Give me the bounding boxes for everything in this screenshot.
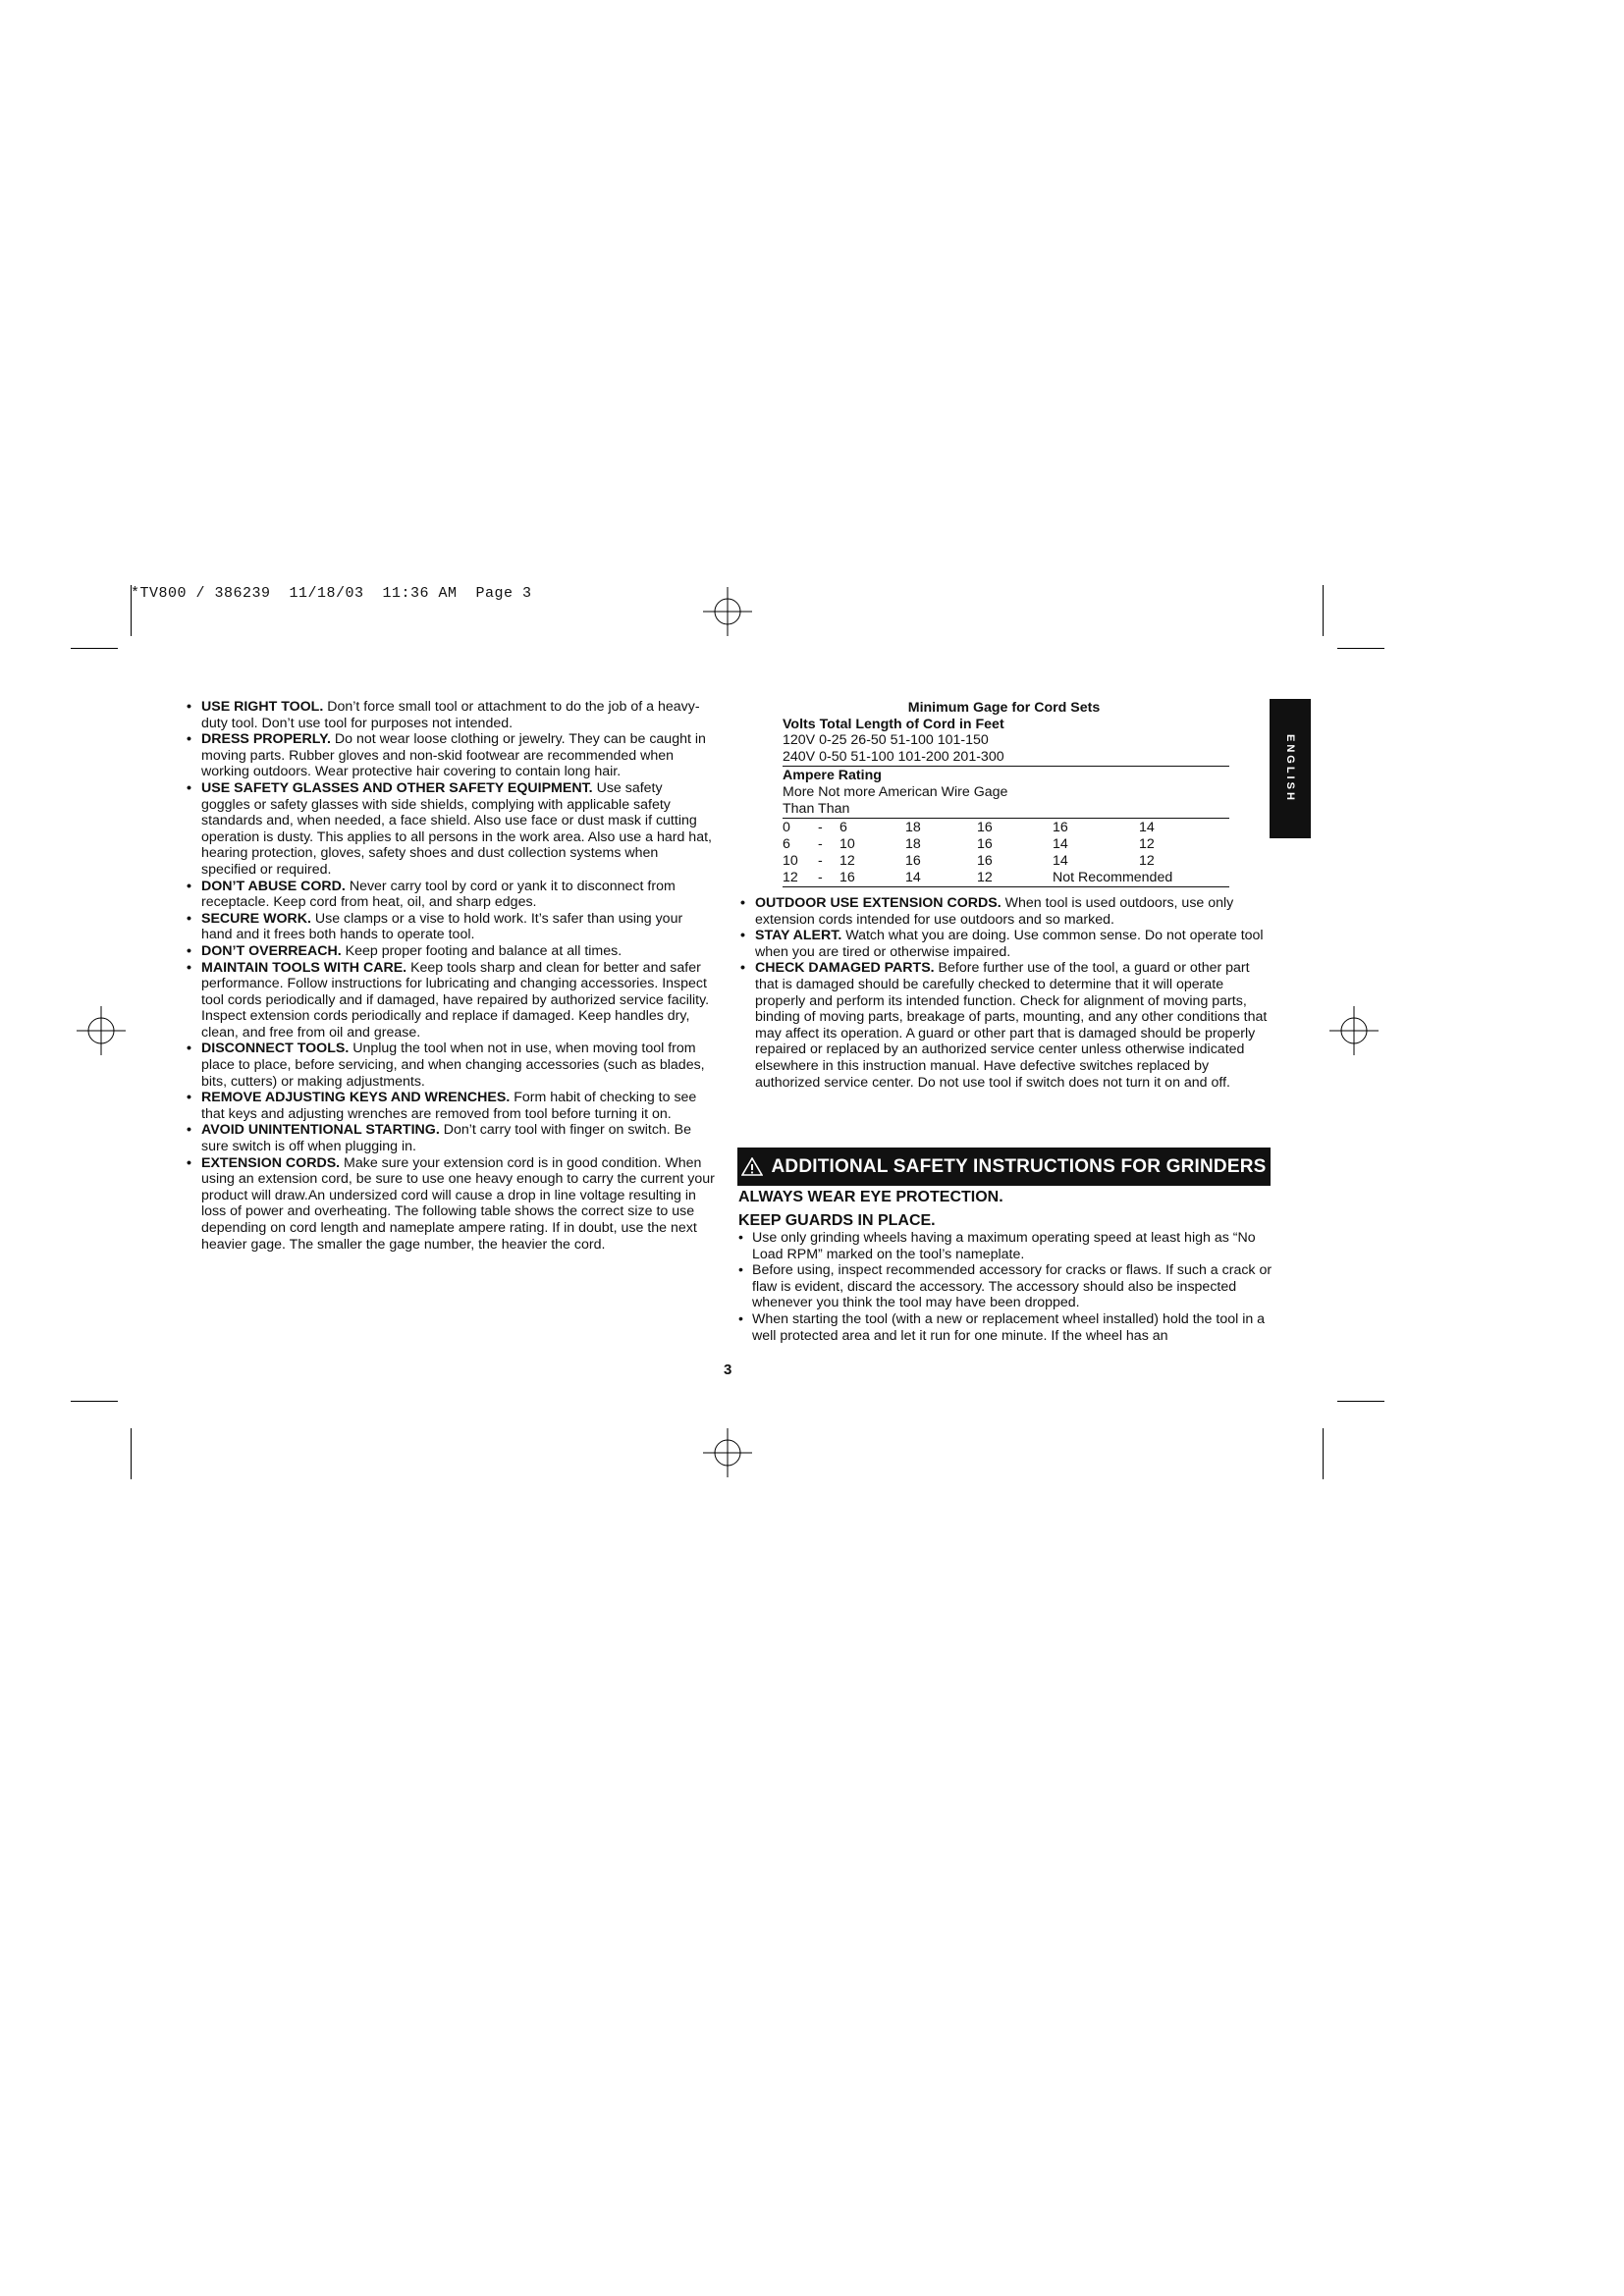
- registration-mark-top: [703, 587, 752, 636]
- safety-rule-item: [185, 1155, 715, 1254]
- safety-rule-text: Use safety goggles or safety glasses with side shields, complying with applicable safety standards and, when needed, a face shield. Also use face or dust mask if cutting operation is dusty. This applies to all persons in the work area. Also use a hard hat, hearing protection, gloves, safety shoes and dust collection systems when specified or required.: [201, 779, 712, 878]
- table-cell: 16: [977, 836, 993, 852]
- grinder-bullets: [738, 1230, 1273, 1344]
- table-cell: 12: [1139, 853, 1155, 869]
- safety-rule-text: Don’t carry tool with finger on switch. Be sure switch is off when plugging in.: [201, 1122, 692, 1155]
- safety-rule-text: Before further use of the tool, a guard or other part that is damaged should be carefully checked to determine that it will operate properly and perform its intended function. Check for alignment of moving parts, binding of moving parts, breakage of parts, mounting, and any other conditions that may affect its operation. A guard or other part that is damaged should be properly repaired or replaced by an authorized service center unless otherwise indicated elsewhere in this instruction manual. Have defective switches replaced by authorized service center. Do not use tool if switch does not turn it on and off.: [755, 960, 1268, 1091]
- table-cell: -: [818, 853, 823, 869]
- safety-rule-label: REMOVE ADJUSTING KEYS AND WRENCHES.: [201, 1090, 511, 1106]
- left-column: [185, 699, 715, 1253]
- safety-rule-text: Don’t force small tool or attachment to do the job of a heavy-duty tool. Don’t use tool for purposes not intended.: [201, 699, 700, 731]
- registration-mark-left: [77, 1006, 126, 1055]
- table-title: Minimum Gage for Cord Sets: [907, 700, 1101, 716]
- table-divider: [783, 818, 1229, 819]
- table-divider: [783, 766, 1229, 767]
- right-column: [738, 895, 1273, 1091]
- crop-mark-right-bottom: [1323, 1428, 1324, 1479]
- safety-rule-label: DISCONNECT TOOLS.: [201, 1041, 350, 1057]
- table-header-volts: Volts Total Length of Cord in Feet: [783, 717, 1004, 732]
- safety-rule-item: [185, 960, 715, 1041]
- language-tab-label: ENGLISH: [1284, 734, 1296, 803]
- table-cell: 10: [783, 853, 798, 869]
- heading-eye-protection: ALWAYS WEAR EYE PROTECTION.: [738, 1189, 1003, 1205]
- table-cell: 16: [977, 820, 993, 835]
- safety-rule-item: [185, 1090, 715, 1122]
- grinder-instruction-item: • When starting the tool (with a new or replacement wheel installed) hold the tool in a well protected area and let it run for one minute. If the wheel has an: [738, 1311, 1273, 1344]
- registration-mark-right: [1329, 1006, 1379, 1055]
- registration-mark-bottom: [703, 1428, 752, 1477]
- safety-rule-label: CHECK DAMAGED PARTS.: [755, 960, 935, 977]
- table-row-120v: 120V 0-25 26-50 51-100 101-150: [783, 732, 989, 748]
- table-ampere-label: Ampere Rating: [783, 768, 882, 783]
- table-cell: 16: [1053, 820, 1068, 835]
- safety-rule-label: SECURE WORK.: [201, 910, 311, 927]
- table-cell: 10: [839, 836, 855, 852]
- table-cell: 12: [1139, 836, 1155, 852]
- safety-rule-label: EXTENSION CORDS.: [201, 1154, 341, 1171]
- safety-rule-item: [738, 960, 1273, 1091]
- safety-rule-label: USE SAFETY GLASSES AND OTHER SAFETY EQUIPMENT.: [201, 779, 593, 796]
- safety-rule-text: Keep proper footing and balance at all times.: [341, 942, 623, 959]
- table-than-label: Than Than: [783, 801, 850, 817]
- table-cell: 6: [839, 820, 847, 835]
- crop-mark-right-top: [1323, 585, 1324, 636]
- safety-rule-text: Watch what you are doing. Use common sense. Do not operate tool when you are tired or otherwise impaired.: [755, 928, 1264, 960]
- safety-rule-label: AVOID UNINTENTIONAL STARTING.: [201, 1122, 440, 1139]
- table-cell: 14: [1053, 836, 1068, 852]
- safety-rule-text: When tool is used outdoors, use only extension cords intended for use outdoors and so marked.: [755, 895, 1234, 928]
- print-slug: *TV800 / 386239 11/18/03 11:36 AM Page 3: [131, 585, 532, 602]
- safety-rule-label: STAY ALERT.: [755, 928, 842, 944]
- safety-rule-item: [185, 780, 715, 879]
- table-cell: 14: [1139, 820, 1155, 835]
- safety-rule-item: [185, 1122, 715, 1154]
- crop-mark-left-bottom-h: [71, 1401, 118, 1402]
- section-header-bar: [737, 1148, 1271, 1186]
- safety-rule-item: [185, 943, 715, 960]
- grinder-instruction-item: • Before using, inspect recommended accessory for cracks or flaws. If such a crack or flaw is evident, discard the accessory. The accessory should also be inspected whenever you think the tool may have been dropped.: [738, 1262, 1273, 1311]
- safety-rule-label: MAINTAIN TOOLS WITH CARE.: [201, 959, 407, 976]
- safety-rule-label: OUTDOOR USE EXTENSION CORDS.: [755, 895, 1001, 911]
- table-cell: 16: [839, 870, 855, 885]
- crop-mark-right-bottom-h: [1337, 1401, 1384, 1402]
- safety-rule-label: DRESS PROPERLY.: [201, 731, 331, 748]
- crop-mark-right-top-h: [1337, 648, 1384, 649]
- crop-mark-left-bottom: [131, 1428, 132, 1479]
- table-cell: 0: [783, 820, 790, 835]
- table-cell: 16: [977, 853, 993, 869]
- table-more-label: More Not more American Wire Gage: [783, 784, 1008, 800]
- safety-rule-text: Do not wear loose clothing or jewelry. They can be caught in moving parts. Rubber gloves and non-skid footwear are recommended when working outdoors. Wear protective hair covering to contain long hair.: [201, 731, 706, 780]
- table-row-240v: 240V 0-50 51-100 101-200 201-300: [783, 749, 1004, 765]
- safety-rule-text: Unplug the tool when not in use, when moving tool from place to place, before servicing, and when changing accessories (such as blades, bits, cutters) or making adjustments.: [201, 1041, 705, 1090]
- safety-rule-item: [185, 731, 715, 780]
- table-cell: 12: [977, 870, 993, 885]
- safety-rule-item: [185, 911, 715, 943]
- safety-rule-text: Make sure your extension cord is in good condition. When using an extension cord, be sure to use one heavy enough to carry the current your product will draw.An undersized cord will cause a drop in line voltage resulting in loss of power and overheating. The following table shows the correct size to use depending on cord length and nameplate ampere rating. If in doubt, use the next heavier gage. The smaller the gage number, the heavier the cord.: [201, 1154, 715, 1253]
- table-cell: Not Recommended: [1053, 870, 1173, 885]
- safety-rule-item: [185, 1041, 715, 1090]
- page-number: 3: [724, 1362, 732, 1378]
- table-cell: 16: [905, 853, 921, 869]
- grinder-instruction-item: • Use only grinding wheels having a maximum operating speed at least high as “No Load RPM” marked on the tool’s nameplate.: [738, 1230, 1273, 1262]
- table-cell: 6: [783, 836, 790, 852]
- safety-rule-text: Keep tools sharp and clean for better and safer performance. Follow instructions for lubricating and changing accessories. Inspect tool cords periodically and if damaged, have repaired by authorized service facility. Inspect extension cords periodically and replace if damaged. Keep handles dry, clean, and free from oil and grease.: [201, 959, 710, 1041]
- table-cell: -: [818, 870, 823, 885]
- safety-rule-item: [738, 895, 1273, 928]
- safety-rule-text: Never carry tool by cord or yank it to disconnect from receptacle. Keep cord from heat, oil, and sharp edges.: [201, 878, 676, 911]
- table-cell: 14: [1053, 853, 1068, 869]
- table-cell: 18: [905, 820, 921, 835]
- table-cell: 14: [905, 870, 921, 885]
- safety-rule-text: Form habit of checking to see that keys and adjusting wrenches are removed from tool before turning it on.: [201, 1090, 697, 1122]
- safety-rule-label: DON’T OVERREACH.: [201, 942, 342, 959]
- warning-icon: [741, 1157, 763, 1176]
- table-cell: -: [818, 820, 823, 835]
- safety-rule-item: [185, 699, 715, 731]
- table-divider: [783, 886, 1229, 887]
- table-cell: 12: [783, 870, 798, 885]
- safety-rule-label: DON’T ABUSE CORD.: [201, 878, 346, 894]
- safety-rule-item: [185, 879, 715, 911]
- table-cell: -: [818, 836, 823, 852]
- safety-rule-text: Use clamps or a vise to hold work. It’s safer than using your hand and it frees both hands to operate tool.: [201, 910, 683, 943]
- crop-mark-left-top-h: [71, 648, 118, 649]
- section-header-title: ADDITIONAL SAFETY INSTRUCTIONS FOR GRINDERS: [771, 1155, 1267, 1177]
- safety-rule-label: USE RIGHT TOOL.: [201, 699, 324, 715]
- table-cell: 12: [839, 853, 855, 869]
- table-cell: 18: [905, 836, 921, 852]
- language-tab: [1270, 699, 1311, 838]
- heading-keep-guards: KEEP GUARDS IN PLACE.: [738, 1212, 936, 1229]
- safety-rule-item: [738, 928, 1273, 960]
